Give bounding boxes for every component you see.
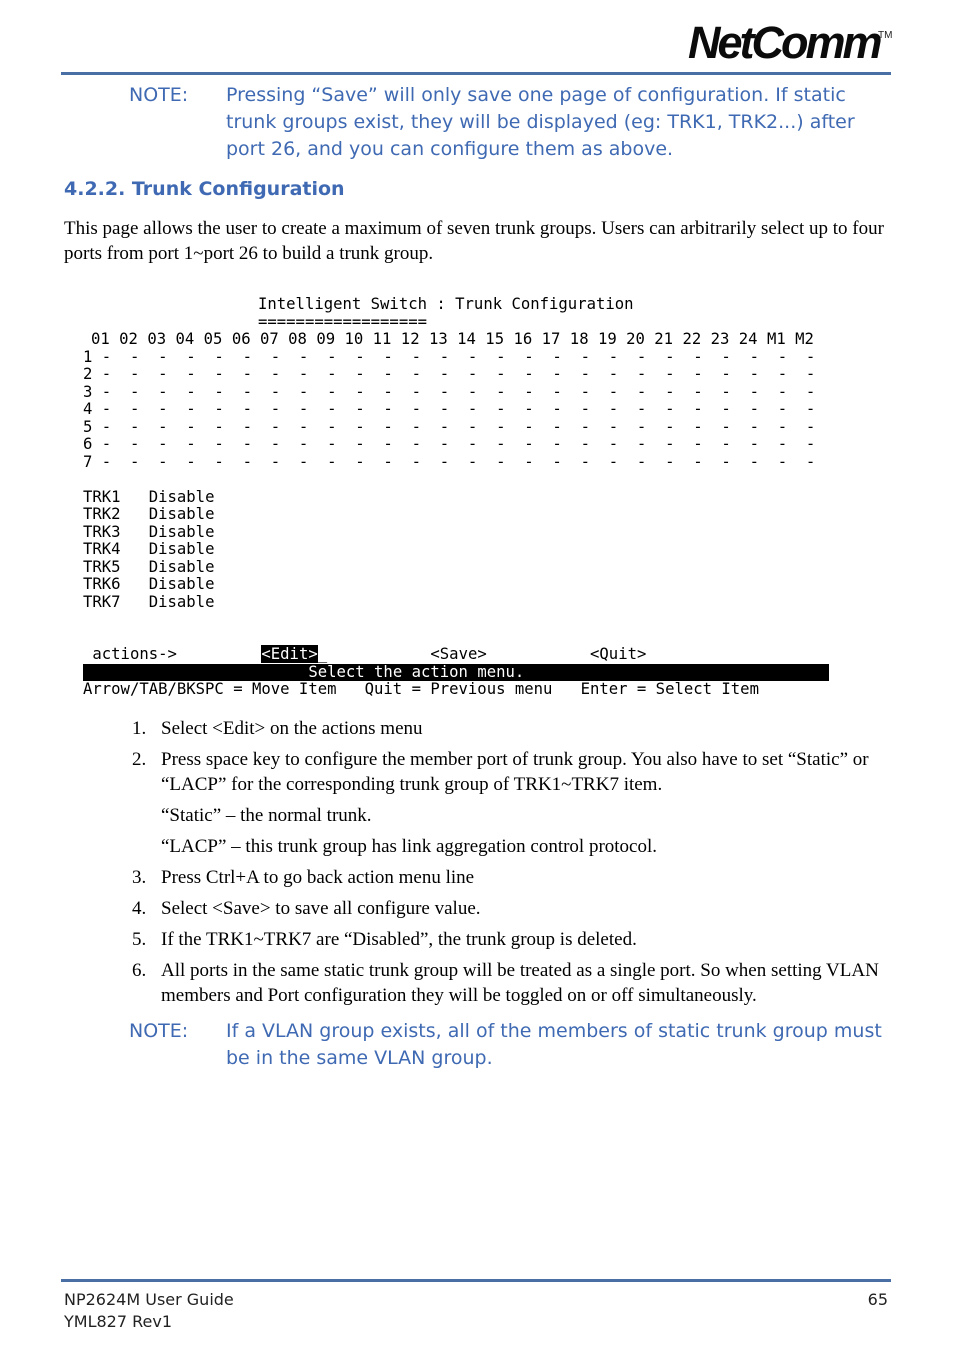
trunk-status-row[interactable] [83, 559, 833, 577]
trunk-status-row[interactable] [83, 489, 833, 507]
step-text: All ports in the same static trunk group will be treated as a single port. So when setting VLAN members and Port configuration they will be toggled on or off simultaneously. [161, 960, 879, 1006]
terminal-title-underline: ================== [258, 312, 427, 331]
section-heading: 4.2.2. Trunk Configuration [64, 178, 345, 200]
page-number: 65 [867, 1290, 888, 1309]
list-item [132, 747, 892, 797]
footer-guide: NP2624M User Guide [64, 1290, 234, 1309]
trunk-status-row[interactable] [83, 594, 833, 612]
trunk-name: TRK4 [83, 540, 121, 558]
footer-rule [61, 1279, 891, 1282]
trunk-grid-row[interactable]: 4 - - - - - - - - - - - - - - - - - - - - - - - - - - [83, 400, 816, 418]
actions-label: actions-> [92, 645, 177, 663]
edit-action[interactable]: <Edit> [261, 645, 318, 663]
trunk-grid-row[interactable]: 2 - - - - - - - - - - - - - - - - - - - - - - - - - - [83, 365, 816, 383]
trunk-name: TRK7 [83, 592, 121, 611]
netcomm-logo: NetComm [688, 17, 880, 68]
trunk-status-row[interactable] [83, 576, 833, 594]
step-number: 6. [132, 960, 147, 981]
step-text: Press Ctrl+A to go back action menu line [161, 867, 475, 888]
step-text: Select <Save> to save all configure value. [161, 898, 481, 919]
step-text: If the TRK1~TRK7 are “Disabled”, the trunk group is deleted. [161, 929, 637, 950]
status-bar [83, 664, 829, 681]
trunk-name: TRK5 [83, 557, 121, 576]
trunk-grid-row[interactable]: 3 - - - - - - - - - - - - - - - - - - - - - - - - - - [83, 382, 816, 401]
step-number: 1. [132, 718, 147, 739]
step-number: 4. [132, 898, 147, 919]
step-number: 2. [132, 749, 147, 770]
terminal-screenshot [83, 296, 833, 698]
list-item [132, 958, 892, 1008]
terminal-title: Intelligent Switch : Trunk Configuration [258, 295, 634, 313]
trunk-grid-row[interactable]: 6 - - - - - - - - - - - - - - - - - - - - - - - - - - [83, 435, 816, 453]
list-item [132, 896, 892, 921]
quit-action[interactable]: <Quit> [590, 645, 647, 663]
trunk-status-row[interactable] [83, 506, 833, 524]
save-action[interactable]: <Save> [430, 645, 487, 663]
trunk-grid-row[interactable]: 1 - - - - - - - - - - - - - - - - - - - - - - - - - - [83, 347, 816, 366]
trunk-name: TRK6 [83, 575, 121, 593]
step-number: 3. [132, 867, 147, 888]
list-item [132, 716, 892, 741]
list-item [132, 927, 892, 952]
list-item [132, 865, 892, 890]
trunk-status[interactable]: Disable [148, 505, 215, 523]
step-number: 5. [132, 929, 147, 950]
trunk-status-row[interactable] [83, 541, 833, 559]
trunk-status[interactable]: Disable [148, 592, 215, 611]
status-message: Select the action menu. [308, 662, 525, 681]
trunk-name: TRK1 [83, 487, 121, 506]
header-rule [61, 72, 891, 75]
trademark-mark: TM [878, 30, 893, 41]
note-label: NOTE: [129, 84, 189, 106]
trunk-name: TRK2 [83, 505, 121, 523]
footer-revision: YML827 Rev1 [64, 1312, 173, 1331]
trunk-grid-row[interactable]: 5 - - - - - - - - - - - - - - - - - - - - - - - - - - [83, 417, 816, 436]
trunk-status[interactable]: Disable [148, 522, 215, 541]
trunk-status[interactable]: Disable [148, 557, 215, 576]
steps-list [132, 716, 892, 1014]
trunk-name: TRK3 [83, 522, 121, 541]
trunk-status[interactable]: Disable [148, 575, 215, 593]
key-help: Arrow/TAB/BKSPC = Move Item Quit = Previous menu Enter = Select Item [83, 679, 759, 698]
step-text: Select <Edit> on the actions menu [161, 718, 423, 739]
actions-menu: actions-> <Edit>_ <Save> <Quit> [92, 645, 647, 663]
trunk-status[interactable]: Disable [148, 540, 215, 558]
intro-paragraph: This page allows the user to create a maximum of seven trunk groups. Users can arbitrarily select up to four ports from port 1~port 26 to build a trunk group. [64, 218, 884, 264]
note-text: Pressing “Save” will only save one page of configuration. If static trunk groups exist, they will be displayed (eg: TRK1, TRK2...) after port 26, and you can configure them as above. [226, 84, 855, 160]
note-label: NOTE: [129, 1020, 189, 1042]
port-header: 01 02 03 04 05 06 07 08 09 10 11 12 13 14 15 16 17 18 19 20 21 22 23 24 M1 M2 [91, 330, 814, 348]
list-subitem: “Static” – the normal trunk. [161, 805, 372, 826]
step-text: Press space key to configure the member port of trunk group. You also have to set “Static” or “LACP” for the corresponding trunk group of TRK1~TRK7 item. [161, 749, 869, 795]
note-text: If a VLAN group exists, all of the members of static trunk group must be in the same VLAN group. [226, 1020, 882, 1069]
trunk-status-row[interactable] [83, 524, 833, 542]
trunk-grid-row[interactable]: 7 - - - - - - - - - - - - - - - - - - - - - - - - - - [83, 452, 816, 471]
list-subitem: “LACP” – this trunk group has link aggregation control protocol. [161, 836, 658, 857]
trunk-status[interactable]: Disable [148, 487, 215, 506]
